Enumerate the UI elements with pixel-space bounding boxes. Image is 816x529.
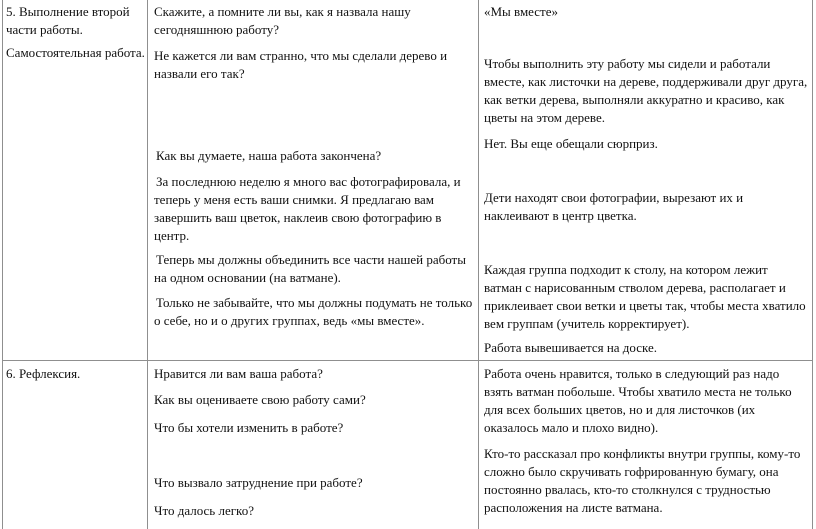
children-line: для всех больших цветов, но и для листочков (их	[484, 402, 756, 417]
teacher-line: Что вызвало затруднение при работе?	[154, 475, 363, 490]
children-line: вместе, как листочки на дереве, поддерживали друг друга,	[484, 74, 808, 89]
children-line: Нет. Вы еще обещали сюрприз.	[484, 136, 658, 151]
table-border-right	[812, 0, 813, 529]
children-line: «Мы вместе»	[484, 4, 559, 19]
teacher-line: на одном основании (на ватмане).	[154, 270, 341, 285]
teacher-line: Как вы оцениваете свою работу сами?	[154, 392, 366, 407]
teacher-line: Что бы хотели изменить в работе?	[154, 420, 344, 435]
children-line: ватман с нарисованным стволом дерева, располагает и	[484, 280, 786, 295]
children-line: как ветки дерева, выполняли аккуратно и красиво, как	[484, 92, 785, 107]
teacher-line: Что далось легко?	[154, 503, 254, 518]
teacher-line: Теперь мы должны объединить все части нашей работы	[156, 252, 466, 267]
children-line: расположения на листе ватмана.	[484, 500, 663, 515]
stage-title-line: 5. Выполнение второй	[6, 4, 130, 19]
children-line: оказалось мало и плохо видно).	[484, 420, 659, 435]
teacher-line: сегодняшнюю работу?	[154, 22, 280, 37]
children-line: цветы на этом дереве.	[484, 110, 605, 125]
children-line: Работа очень нравится, только в следующий раз надо	[484, 366, 780, 381]
teacher-line: Не кажется ли вам странно, что мы сделали дерево и	[154, 48, 448, 63]
row-divider	[2, 360, 813, 361]
children-line: Работа вывешивается на доске.	[484, 340, 658, 355]
teacher-line: завершить ваш цветок, наклеив свою фотографию в	[154, 210, 442, 225]
teacher-line: назвали его так?	[154, 66, 245, 81]
children-line: сложно было скручивать гофрированную бумагу, она	[484, 464, 779, 479]
children-line: приклеивает свои ветки и цветы так, чтобы места хватило	[484, 298, 806, 313]
teacher-line: Только не забывайте, что мы должны подумать не только	[156, 295, 473, 310]
teacher-line: теперь у меня есть ваши снимки. Я предлагаю вам	[154, 192, 435, 207]
children-line: Кто-то рассказал про конфликты внутри группы, кому-то	[484, 446, 801, 461]
children-line: постоянно рвалась, кто-то столкнулся с трудностью	[484, 482, 771, 497]
children-line: вем группам (учитель корректирует).	[484, 316, 690, 331]
children-line: наклеивают в центр цветка.	[484, 208, 637, 223]
teacher-line: Как вы думаете, наша работа закончена?	[156, 148, 382, 163]
teacher-line: центр.	[154, 228, 190, 243]
teacher-line: о себе, но и о других группах, ведь «мы вместе».	[154, 313, 425, 328]
children-line: Дети находят свои фотографии, вырезают их и	[484, 190, 744, 205]
stage-title-line: части работы.	[6, 22, 83, 37]
column-divider-2	[478, 0, 479, 529]
children-line: Чтобы выполнить эту работу мы сидели и работали	[484, 56, 771, 71]
teacher-line: Нравится ли вам ваша работа?	[154, 366, 323, 381]
stage-title-line: 6. Рефлексия.	[6, 366, 81, 381]
children-line: Каждая группа подходит к столу, на котором лежит	[484, 262, 768, 277]
column-divider-1	[147, 0, 148, 529]
teacher-line: За последнюю неделю я много вас фотографировала, и	[156, 174, 461, 189]
teacher-line: Скажите, а помните ли вы, как я назвала нашу	[154, 4, 411, 19]
children-line: взять ватман побольше. Чтобы хватило места не только	[484, 384, 792, 399]
table-border-left	[2, 0, 3, 529]
stage-note: Самостоятельная работа.	[6, 45, 145, 60]
